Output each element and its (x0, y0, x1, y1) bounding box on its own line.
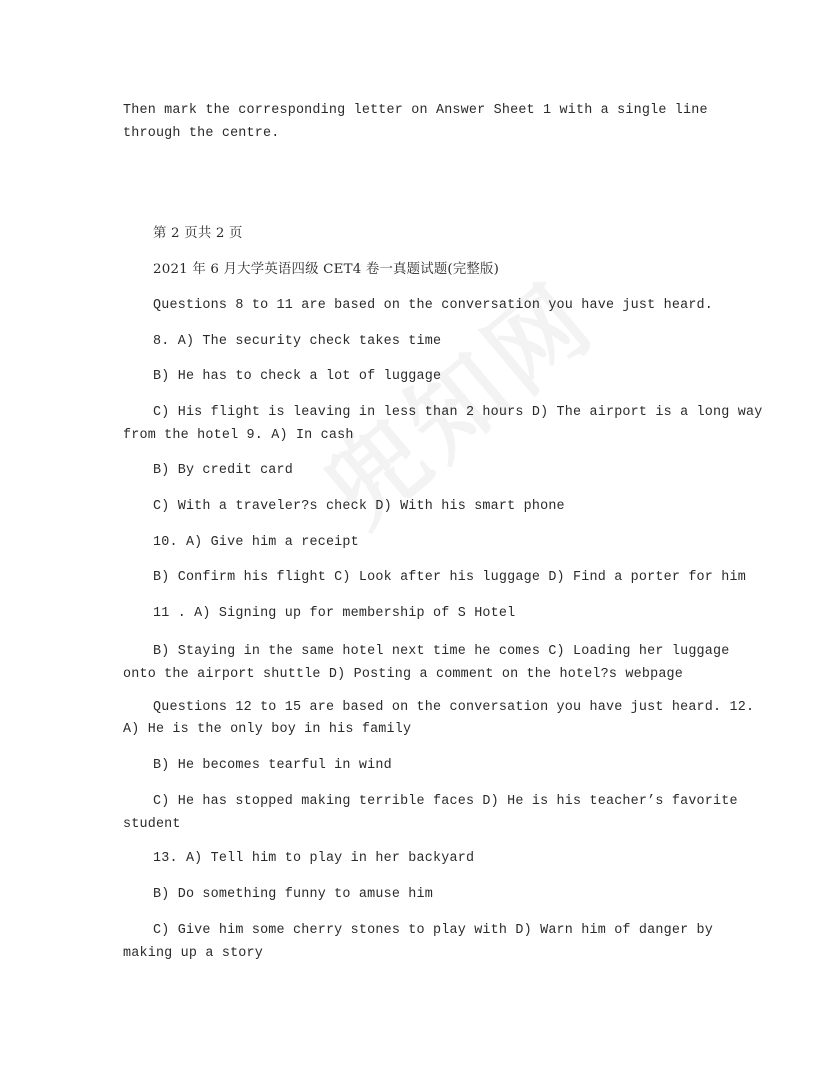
q13-option-a: 13. A) Tell him to play in her backyard (153, 851, 475, 866)
section-header-8-11: Questions 8 to 11 are based on the conversation you have just heard. (153, 298, 714, 313)
q11-options-bcd: B) Staying in the same hotel next time he comes C) Loading her luggage (153, 644, 730, 659)
q9-option-b: B) By credit card (153, 463, 294, 478)
q13-options-cd-cont: making up a story (123, 946, 264, 961)
q11-option-a: 11 . A) Signing up for membership of S Hotel (153, 606, 516, 621)
q9-options-cd: C) With a traveler?s check D) With his smart phone (153, 499, 565, 514)
q8-options-cd: C) His flight is leaving in less than 2 hours D) The airport is a long way (153, 405, 763, 420)
q8-option-b: B) He has to check a lot of luggage (153, 369, 442, 384)
page-number: 第 2 页共 2 页 (153, 226, 243, 241)
q12-option-b: B) He becomes tearful in wind (153, 758, 392, 773)
q13-option-b: B) Do something funny to amuse him (153, 887, 434, 902)
intro-line-1: Then mark the corresponding letter on Answer Sheet 1 with a single line (123, 103, 708, 118)
q12-option-a: A) He is the only boy in his family (123, 722, 412, 737)
q12-options-cd: C) He has stopped making terrible faces D) He is his teacher’s favorite (153, 794, 738, 809)
q10-option-a: 10. A) Give him a receipt (153, 535, 359, 550)
section-header-12-15: Questions 12 to 15 are based on the conversation you have just heard. 12. (153, 700, 755, 715)
q10-options-bcd: B) Confirm his flight C) Look after his luggage D) Find a porter for him (153, 570, 746, 585)
q12-options-cd-cont: student (123, 817, 181, 832)
q11-options-bcd-cont: onto the airport shuttle D) Posting a comment on the hotel?s webpage (123, 667, 684, 682)
intro-line-2: through the centre. (123, 126, 280, 141)
q8-options-cd-cont: from the hotel 9. A) In cash (123, 428, 354, 443)
q13-options-cd: C) Give him some cherry stones to play with D) Warn him of danger by (153, 923, 714, 938)
document-title: 2021 年 6 月大学英语四级 CET4 卷一真题试题(完整版) (153, 262, 500, 277)
q8-option-a: 8. A) The security check takes time (153, 334, 442, 349)
